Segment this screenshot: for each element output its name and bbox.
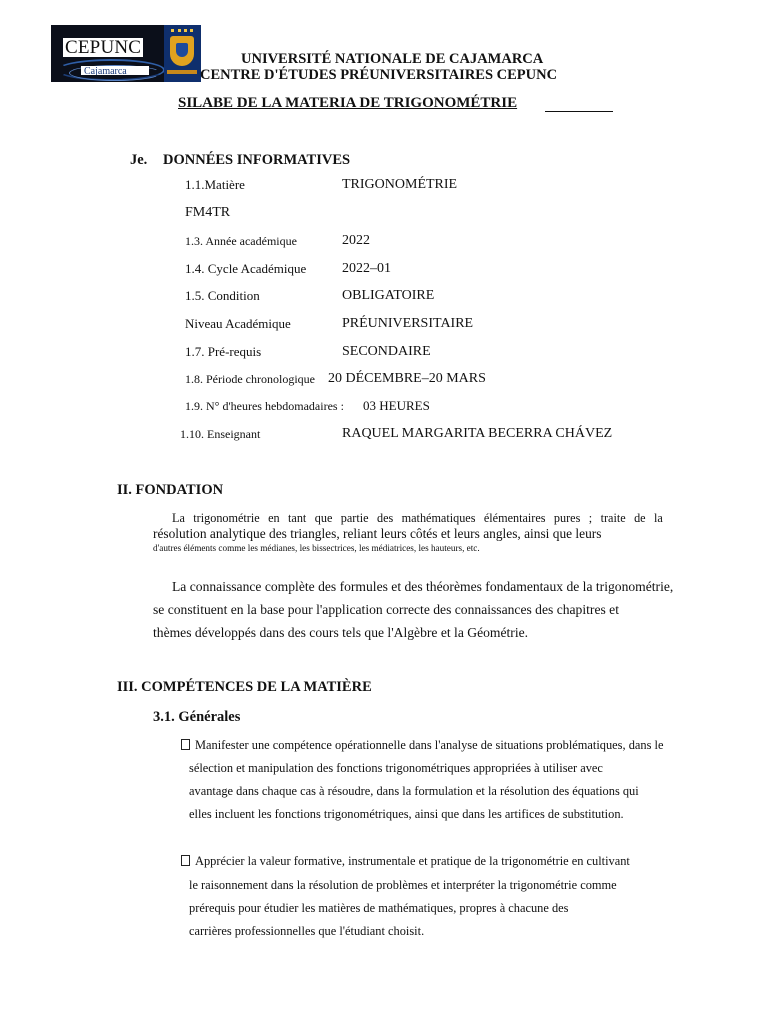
info-label: 1.5. Condition	[185, 288, 260, 303]
info-label: 1.7. Pré-requis	[185, 344, 262, 359]
bullet1-line3: avantage dans chaque cas à résoudre, dans la formulation et la résolution des équations qui	[189, 784, 639, 798]
info-value: 2022–01	[342, 261, 391, 276]
section2-heading: II. FONDATION	[117, 482, 224, 498]
fondation-para2-line3: thèmes développés dans des cours tels que l'Algèbre et la Géométrie.	[153, 625, 529, 640]
info-value: SECONDAIRE	[342, 344, 431, 359]
section1-number: Je.	[130, 152, 148, 168]
word: des	[376, 511, 394, 525]
page-title: SILABE DE LA MATERIA DE TRIGONOMÉTRIE	[178, 95, 518, 111]
university-name: UNIVERSITÉ NATIONALE DE CAJAMARCA	[241, 51, 544, 67]
word: traite	[600, 511, 626, 525]
logo-brand-subtext: Cajamarca	[81, 66, 149, 75]
info-label: 1.10. Enseignant	[180, 427, 261, 441]
info-label: FM4TR	[185, 205, 231, 220]
section1-heading: DONNÉES INFORMATIVES	[163, 152, 351, 168]
info-label: 1.3. Année académique	[185, 234, 297, 248]
logo-brand-text: CEPUNC	[65, 37, 142, 58]
word: en	[268, 511, 280, 525]
info-value: 20 DÉCEMBRE–20 MARS	[328, 371, 486, 386]
fondation-para1-line1	[172, 511, 663, 526]
bullet2-text: Apprécier la valeur formative, instrumentale et pratique de la trigonométrie en cultivant	[195, 854, 630, 868]
info-label: 1.4. Cycle Académique	[185, 261, 307, 276]
fondation-para1-line2: résolution analytique des triangles, reliant leurs côtés et leurs angles, ainsi que leurs	[153, 526, 602, 541]
info-label: 1.9. N° d'heures hebdomadaires :	[185, 399, 344, 413]
bullet2-line4: carrières professionnelles que l'étudiant choisit.	[189, 924, 425, 938]
crest-base	[167, 70, 197, 74]
section3-subheading: 3.1. Générales	[153, 709, 241, 725]
word: tant	[288, 511, 307, 525]
info-value: PRÉUNIVERSITAIRE	[342, 316, 474, 331]
word: pures	[553, 511, 581, 525]
word: élémentaires	[483, 511, 546, 525]
fondation-para2-line1: La connaissance complète des formules et des théorèmes fondamentaux de la trigonométrie,	[172, 579, 674, 594]
word: partie	[340, 511, 369, 525]
info-value: 03 HEURES	[363, 398, 430, 413]
info-value: 2022	[342, 233, 370, 248]
bullet1-text: Manifester une compétence opérationnelle dans l'analyse de situations problématiques, dans le	[195, 738, 664, 752]
university-crest-icon	[164, 25, 201, 82]
info-label: 1.1.Matière	[185, 177, 245, 192]
bullet-box-icon	[181, 855, 190, 866]
word: La	[172, 511, 185, 525]
info-value: TRIGONOMÉTRIE	[342, 177, 458, 192]
info-label: 1.8. Période chronologique	[185, 372, 315, 386]
word: ;	[588, 511, 593, 525]
center-name: CENTRE D'ÉTUDES PRÉUNIVERSITAIRES CEPUNC	[200, 67, 558, 83]
bullet2-line1	[181, 854, 630, 869]
cepunc-logo	[51, 25, 164, 82]
bullet1-line2: sélection et manipulation des fonctions trigonométriques appropriées à utiliser avec	[189, 761, 603, 775]
bullet-box-icon	[181, 739, 190, 750]
word: la	[654, 511, 663, 525]
word: de	[634, 511, 646, 525]
fondation-para1-line3: d'autres éléments comme les médianes, les bissectrices, les médiatrices, les hauteurs, etc.	[153, 543, 480, 553]
section3-heading: III. COMPÉTENCES DE LA MATIÈRE	[117, 679, 372, 695]
crest-shield	[170, 36, 194, 66]
info-value: RAQUEL MARGARITA BECERRA CHÁVEZ	[342, 426, 613, 441]
bullet2-line2: le raisonnement dans la résolution de problèmes et interpréter la trigonométrie comme	[189, 878, 617, 892]
word: que	[314, 511, 333, 525]
bullet1-line4: elles incluent les fonctions trigonométriques, ainsi que dans les artifices de substitution.	[189, 807, 624, 821]
fondation-para2-line2: se constituent en la base pour l'application correcte des connaissances des chapitres et	[153, 602, 619, 617]
bullet1-line1	[181, 738, 663, 753]
word: mathématiques	[401, 511, 476, 525]
bullet2-line3: prérequis pour étudier les matières de mathématiques, propres à chacune des	[189, 901, 569, 915]
info-label: Niveau Académique	[185, 316, 291, 331]
word: trigonométrie	[193, 511, 260, 525]
info-value: OBLIGATOIRE	[342, 288, 435, 303]
title-underline-extension	[545, 111, 613, 112]
